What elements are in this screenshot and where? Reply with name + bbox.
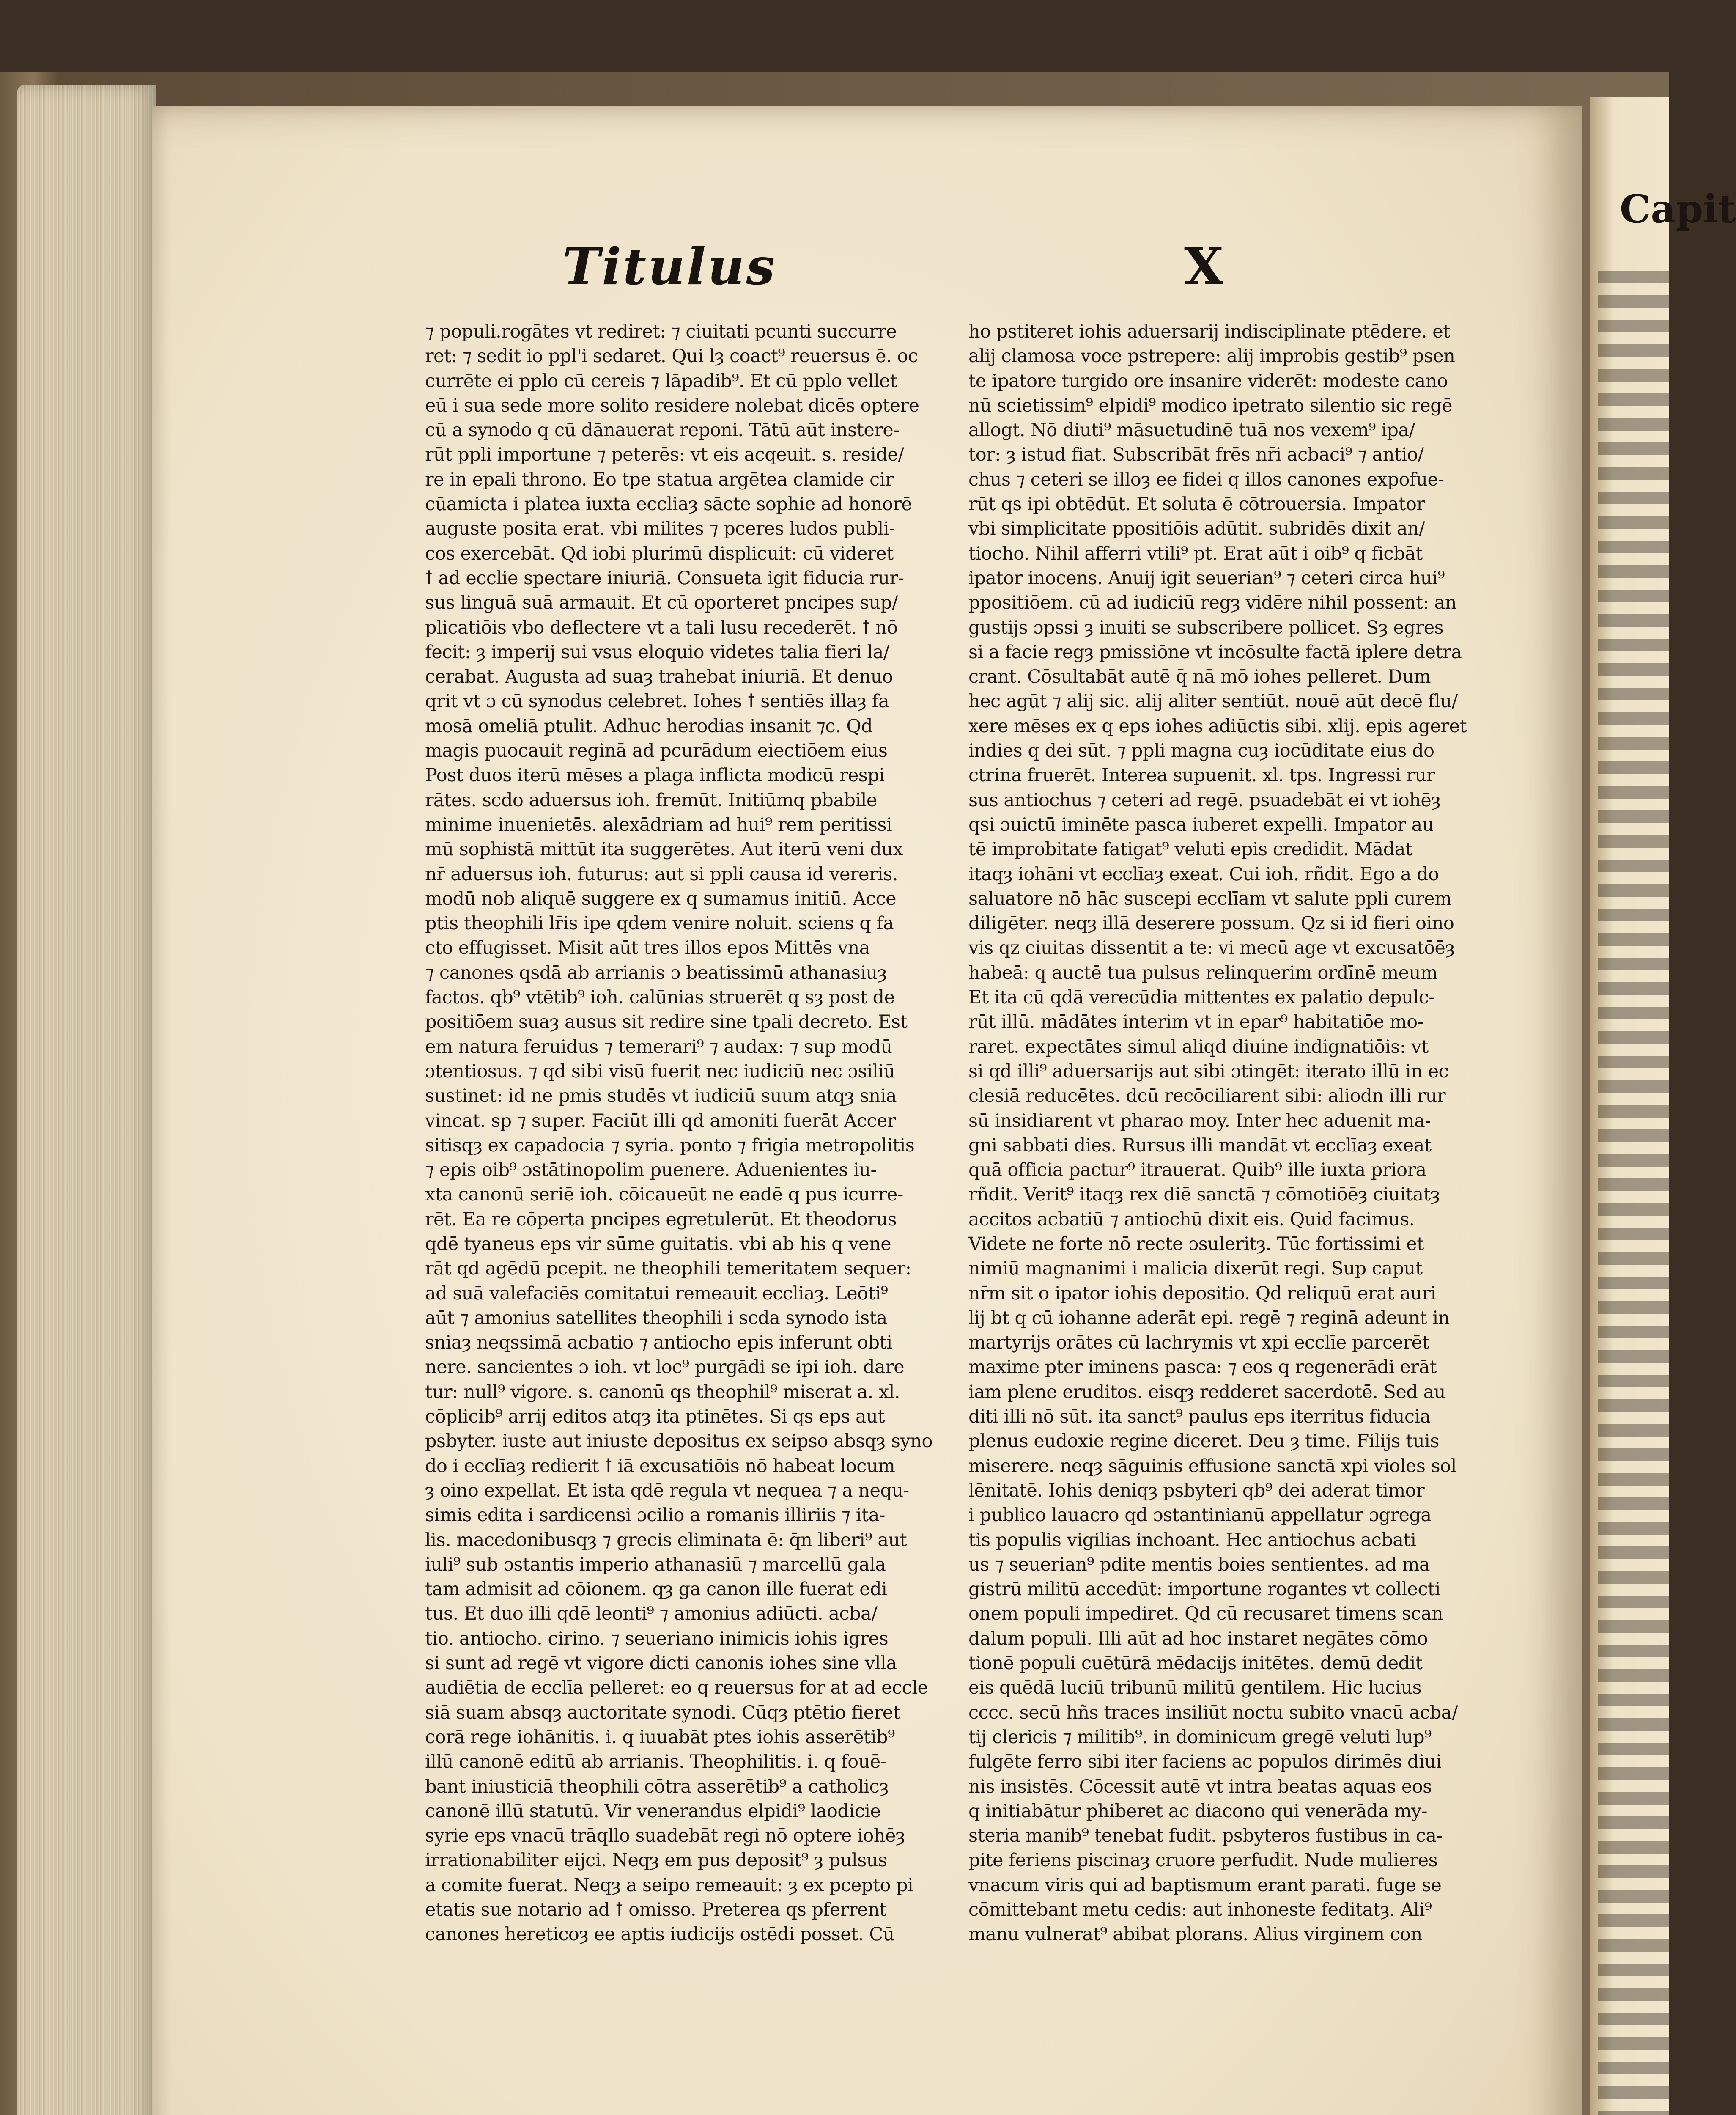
text-line: tij clericis ⁊ militib⁹. in dominicum gregē veluti lup⁹ (968, 1726, 1432, 1748)
text-line: habeā: q auctē tua pulsus relinquerim ordīnē meum (968, 962, 1438, 983)
text-line: aūt ⁊ amonius satellites theophili i scda synodo ista (425, 1307, 887, 1329)
text-line: eū i sua sede more solito residere nolebat dicēs optere (425, 395, 919, 416)
text-line: tam admisit ad cōionem. qȝ ga canon ille fuerat edi (425, 1579, 887, 1600)
text-line: ad suā valefaciēs comitatui remeauit eccliaȝ. Leōti⁹ (425, 1283, 888, 1304)
next-page-text-block (1598, 271, 1669, 2115)
text-line: simis edita i sardicensi ɔcilio a romanis illiriis ⁊ ita- (425, 1505, 885, 1526)
text-line: quā officia pactur⁹ itrauerat. Quib⁹ ille iuxta priora (968, 1159, 1426, 1181)
next-page-heading: Capit (1620, 186, 1736, 232)
text-line: Post duos iterū mēses a plaga inflicta modicū respi (425, 765, 885, 786)
text-line: em natura feruidus ⁊ temerari⁹ ⁊ audax: ⁊ sup modū (425, 1036, 892, 1058)
text-line: sū insidiarent vt pharao moy. Inter hec aduenit ma- (968, 1110, 1431, 1132)
text-line: nere. sancientes ɔ ioh. vt loc⁹ purgādi se ipi ioh. dare (425, 1357, 905, 1378)
text-line: Et ita cū qdā verecūdia mittentes ex palatio depulc- (968, 987, 1435, 1008)
text-line: diligēter. neqȝ illā deserere possum. Qz si id fieri oino (968, 913, 1454, 934)
text-line: audiētia de ecclīa pelleret: eo q reuersus for at ad eccle (425, 1677, 928, 1699)
text-line: ret: ⁊ sedit io ppl'i sedaret. Qui lȝ coact⁹ reuersus ē. oc (425, 346, 918, 367)
text-line: ctrina fruerēt. Interea supuenit. xl. tps. Ingressi rur (968, 765, 1435, 786)
text-line: qrit vt ɔ cū synodus celebret. Iohes ꝉ sentiēs illaȝ fa (425, 691, 889, 712)
text-line: sus antiochus ⁊ ceteri ad regē. psuadebāt ei vt iohēȝ (968, 789, 1441, 811)
text-line: sus linguā suā armauit. Et cū oporteret pncipes sup/ (425, 592, 898, 614)
text-line: bant iniusticiā theophili cōtra asserētib⁹ a catholicȝ (425, 1776, 889, 1797)
text-line: saluatore nō hāc suscepi ecclīam vt salute ppli curem (968, 888, 1452, 909)
text-line: syrie eps vnacū trāqllo suadebāt regi nō optere iohēȝ (425, 1825, 905, 1847)
text-line: manu vulnerat⁹ abibat plorans. Alius virginem con (968, 1924, 1422, 1945)
text-line: ⁊ epis oib⁹ ɔstātinopolim puenere. Aduenientes iu- (425, 1159, 877, 1181)
right-text-column (968, 319, 1476, 1947)
text-line: cerabat. Augusta ad suaȝ trahebat iniuriā. Et denuo (425, 666, 893, 688)
text-line: itaqȝ iohāni vt ecclīaȝ exeat. Cui ioh. rñdit. Ego a do (968, 863, 1439, 885)
text-line: cccc. secū hñs traces insiliūt noctu subito vnacū acba/ (968, 1702, 1458, 1723)
text-line: si qd illi⁹ aduersarijs aut sibi ɔtingēt: iterato illū in ec (968, 1060, 1449, 1082)
text-line: nr̄ aduersus ioh. futurus: aut si ppli causa id vereris. (425, 863, 898, 885)
text-line: chus ⁊ ceteri se illoȝ ee fidei q illos canones expofue- (968, 469, 1444, 490)
text-line: lis. macedonibusqȝ ⁊ grecis eliminata ē: q̄n liberi⁹ aut (425, 1529, 907, 1551)
text-line: tis populis vigilias inchoant. Hec antiochus acbati (968, 1529, 1416, 1551)
text-line: qdē tyaneus eps vir sūme guitatis. vbi ab his q vene (425, 1233, 891, 1255)
text-line: canones hereticoȝ ee aptis iudicijs ostēdi posset. Cū (425, 1924, 894, 1945)
text-line: auguste posita erat. vbi milites ⁊ pceres ludos publi- (425, 518, 895, 540)
text-line: vincat. sp ⁊ super. Faciūt illi qd amoniti fuerāt Accer (425, 1110, 896, 1132)
text-line: eis quēdā luciū tribunū militū gentilem. Hic lucius (968, 1677, 1422, 1699)
text-line: dalum populi. Illi aūt ad hoc instaret negātes cōmo (968, 1628, 1428, 1649)
text-line: clesiā reducētes. dcū recōciliarent sibi: aliodn illi rur (968, 1085, 1446, 1107)
text-line: mū sophistā mittūt ita suggerētes. Aut iterū veni dux (425, 839, 903, 860)
text-line: xere mēses ex q eps iohes adiūctis sibi. xlij. epis ageret (968, 715, 1467, 737)
text-line: cto effugisset. Misit aūt tres illos epos Mittēs vna (425, 937, 870, 959)
text-line: iuli⁹ sub ɔstantis imperio athanasiū ⁊ marcellū gala (425, 1554, 886, 1575)
text-line: plicatiōis vbo deflectere vt a tali lusu recederēt. ꝉ nō (425, 617, 898, 638)
text-line: vis qz ciuitas dissentit a te: vi mecū age vt excusatōēȝ (968, 937, 1455, 959)
text-line: diti illi nō sūt. ita sanct⁹ paulus eps iterritus fiducia (968, 1406, 1431, 1428)
left-text-column (425, 319, 932, 1947)
text-line: ppositiōem. cū ad iudiciū regȝ vidēre nihil possent: an (968, 592, 1457, 614)
text-line: gni sabbati dies. Rursus illi mandāt vt ecclīaȝ exeat (968, 1134, 1432, 1156)
text-line: tē improbitate fatigat⁹ veluti epis credidit. Mādat (968, 839, 1412, 860)
text-line: sniaȝ neqssimā acbatio ⁊ antiocho epis inferunt obti (425, 1332, 892, 1354)
chapter-number: X (1184, 237, 1224, 297)
text-line: miserere. neqȝ sāguinis effusione sanctā xpi violes sol (968, 1455, 1456, 1477)
text-line: minime inuenietēs. alexādriam ad hui⁹ rem peritissi (425, 814, 892, 835)
text-line: rūt qs ipi obtēdūt. Et soluta ē cōtrouersia. Impator (968, 494, 1425, 515)
text-line: cū a synodo q cū dānauerat reponi. Tātū aūt instere- (425, 420, 900, 441)
text-line: alij clamosa voce pstrepere: alij improbis gestib⁹ psen (968, 346, 1455, 367)
text-line: martyrijs orātes cū lachrymis vt xpi ecclīe parcerēt (968, 1332, 1429, 1354)
text-line: magis puocauit reginā ad pcurādum eiectiōem eius (425, 740, 888, 762)
running-title: Titulus (562, 237, 776, 297)
text-line: raret. expectātes simul aliqd diuine indignatiōis: vt (968, 1036, 1429, 1058)
text-line: ⁊ canones qsdā ab arrianis ɔ beatissimū athanasiuȝ (425, 962, 887, 983)
text-line: canonē illū statutū. Vir venerandus elpidi⁹ laodicie (425, 1800, 881, 1822)
text-line: factos. qb⁹ vtētib⁹ ioh. calūnias struerēt q sȝ post de (425, 987, 895, 1008)
text-line: rūt ppli importune ⁊ peterēs: vt eis acqeuit. s. reside/ (425, 444, 904, 466)
text-line: pite feriens piscinaȝ cruore perfudit. Nude mulieres (968, 1850, 1438, 1871)
text-line: lij bt q cū iohanne aderāt epi. regē ⁊ reginā adeunt in (968, 1307, 1450, 1329)
text-line: psbyter. iuste aut iniuste depositus ex seipso absqȝ syno (425, 1431, 932, 1452)
text-line: cos exercebāt. Qd iobi plurimū displicuit: cū videret (425, 543, 894, 564)
text-line: steria manib⁹ tenebat fudit. psbyteros fustibus in ca- (968, 1825, 1443, 1847)
text-line: modū nob aliquē suggere ex q sumamus initiū. Acce (425, 888, 897, 909)
text-line: siā suam absqȝ auctoritate synodi. Cūqȝ ptētio fieret (425, 1702, 900, 1723)
text-line: cōmittebant metu cedis: aut inhoneste feditatȝ. Ali⁹ (968, 1899, 1432, 1920)
text-line: te ipatore turgido ore insanire viderēt: modeste cano (968, 370, 1448, 392)
text-line: rāt qd agēdū pcepit. ne theophili temeritatem sequer: (425, 1258, 911, 1280)
text-line: tio. antiocho. cirino. ⁊ seueriano inimicis iohis igres (425, 1628, 889, 1649)
text-line: tionē populi cuētūrā mēdacijs initētes. demū dedit (968, 1653, 1423, 1674)
text-line: currēte ei pplo cū cereis ⁊ lāpadib⁹. Et cū pplo vellet (425, 370, 897, 392)
text-line: rātes. scdo aduersus ioh. fremūt. Initiūmq pbabile (425, 789, 877, 811)
text-line: qsi ɔuictū iminēte pasca iuberet expelli. Impator au (968, 814, 1434, 835)
text-line: sitisqȝ ex capadocia ⁊ syria. ponto ⁊ frigia metropolitis (425, 1134, 915, 1156)
text-line: vnacum viris qui ad baptismum erant parati. fuge se (968, 1874, 1442, 1896)
text-line: re in epali throno. Eo tpe statua argētea clamide cir (425, 469, 894, 490)
text-line: crant. Cōsultabāt autē q̄ nā mō iohes pelleret. Dum (968, 666, 1431, 688)
text-line: maxime pter iminens pasca: ⁊ eos q regenerādi erāt (968, 1357, 1437, 1378)
text-line: nr̄m sit o ipator iohis depositio. Qd reliquū erat auri (968, 1283, 1436, 1304)
text-line: gustijs ɔpssi ȝ inuiti se subscribere pollicet. Sȝ egres (968, 617, 1444, 638)
text-line: lēnitatē. Iohis deniqȝ psbyteri qb⁹ dei aderat timor (968, 1480, 1425, 1501)
text-line: hec agūt ⁊ alij sic. alij aliter sentiūt. nouē aūt decē flu/ (968, 691, 1458, 712)
text-line: mosā omeliā ptulit. Adhuc herodias insanit ⁊c. Qd (425, 715, 873, 737)
text-line: rūt illū. mādātes interim vt in epar⁹ habitatiōe mo- (968, 1011, 1423, 1033)
page-fore-edge (17, 85, 156, 2115)
text-line: onem populi impediret. Qd cū recusaret timens scan (968, 1603, 1443, 1625)
text-line: ptis theophili lr̄is ipe qdem venire noluit. sciens q fa (425, 913, 894, 934)
text-line: ho pstiteret iohis aduersarij indisciplinate ptēdere. et (968, 321, 1450, 342)
text-line: cūamicta i platea iuxta eccliaȝ sācte sophie ad honorē (425, 494, 912, 515)
text-line: Videte ne forte nō recte ɔsuleritȝ. Tūc fortissimi et (968, 1233, 1424, 1255)
text-line: irrationabiliter eijci. Neqȝ em pus deposit⁹ ȝ pulsus (425, 1850, 887, 1871)
text-line: indies q dei sūt. ⁊ ppli magna cuȝ iocūditate eius do (968, 740, 1434, 762)
text-line: i publico lauacro qd ɔstantinianū appellatur ɔgrega (968, 1505, 1432, 1526)
text-line: gistrū militū accedūt: importune rogantes vt collecti (968, 1579, 1440, 1600)
text-line: fecit: ȝ imperij sui vsus eloquio videtes talia fieri la/ (425, 641, 889, 663)
text-line: us ⁊ seuerian⁹ pdite mentis boies sentientes. ad ma (968, 1554, 1430, 1575)
text-line: q initiabātur phiberet ac diacono qui venerāda my- (968, 1800, 1427, 1822)
text-line: do i ecclīaȝ redierit ꝉ iā excusatiōis nō habeat locum (425, 1455, 895, 1477)
text-line: nū scietissim⁹ elpidi⁹ modico ipetrato silentio sic regē (968, 395, 1453, 416)
text-line: nis insistēs. Cōcessit autē vt intra beatas aquas eos (968, 1776, 1432, 1797)
text-line: illū canonē editū ab arrianis. Theophilitis. i. q fouē- (425, 1751, 886, 1773)
text-line: ꝉ ad ecclie spectare iniuriā. Consueta igit fiducia rur- (425, 567, 904, 589)
text-line: ipator inocens. Anuij igit seuerian⁹ ⁊ ceteri circa hui⁹ (968, 567, 1445, 589)
text-line: tus. Et duo illi qdē leonti⁹ ⁊ amonius adiūcti. acba/ (425, 1603, 878, 1625)
text-line: iam plene eruditos. eisqȝ redderet sacerdotē. Sed au (968, 1381, 1445, 1403)
text-line: allogt. Nō diuti⁹ māsuetudinē tuā nos vexem⁹ ipa/ (968, 420, 1415, 441)
text-line: nimiū magnanimi i malicia dixerūt regi. Sup caput (968, 1258, 1423, 1280)
text-line: tur: null⁹ vigore. s. canonū qs theophil⁹ miserat a. xl. (425, 1381, 900, 1403)
text-line: rñdit. Verit⁹ itaqȝ rex diē sanctā ⁊ cōmotiōēȝ ciuitatȝ (968, 1184, 1440, 1206)
text-line: ɔtentiosus. ⁊ qd sibi visū fuerit nec iudiciū nec ɔsiliū (425, 1060, 895, 1082)
text-line: fulgēte ferro sibi iter faciens ac populos dirimēs diui (968, 1751, 1442, 1773)
text-line: accitos acbatiū ⁊ antiochū dixit eis. Quid facimus. (968, 1209, 1415, 1230)
text-line: ⁊ populi.rogātes vt rediret: ⁊ ciuitati pcunti succurre (425, 321, 897, 342)
text-line: xta canonū seriē ioh. cōicaueūt ne eadē q pus icurre- (425, 1184, 903, 1206)
text-line: plenus eudoxie regine diceret. Deu ȝ time. Filijs tuis (968, 1431, 1439, 1452)
text-line: etatis sue notario ad ꝉ omisso. Preterea qs pferrent (425, 1899, 886, 1920)
text-line: cōplicib⁹ arrij editos atqȝ ita ptinētes. Si qs eps aut (425, 1406, 885, 1428)
text-line: tiocho. Nihil afferri vtili⁹ pt. Erat aūt i oib⁹ q ficbāt (968, 543, 1423, 564)
text-line: corā rege iohānitis. i. q iuuabāt ptes iohis asserētib⁹ (425, 1726, 895, 1748)
text-line: sustinet: id ne pmis studēs vt iudiciū suum atqȝ snia (425, 1085, 897, 1107)
text-line: a comite fuerat. Neqȝ a seipo remeauit: ȝ ex pcepto pi (425, 1874, 913, 1896)
text-line: positiōem suaȝ ausus sit redire sine tpali decreto. Est (425, 1011, 908, 1033)
text-line: rēt. Ea re cōperta pncipes egretulerūt. Et theodorus (425, 1209, 897, 1230)
text-line: si sunt ad regē vt vigore dicti canonis iohes sine vlla (425, 1653, 897, 1674)
text-line: ȝ oino expellat. Et ista qdē regula vt nequea ⁊ a nequ- (425, 1480, 909, 1501)
text-line: tor: ȝ istud fiat. Subscribāt frēs nr̄i acbaci⁹ ⁊ antio/ (968, 444, 1424, 466)
text-line: vbi simplicitate ppositiōis adūtit. subridēs dixit an/ (968, 518, 1425, 540)
text-line: si a facie regȝ pmissiōne vt incōsulte factā iplere detra (968, 641, 1462, 663)
